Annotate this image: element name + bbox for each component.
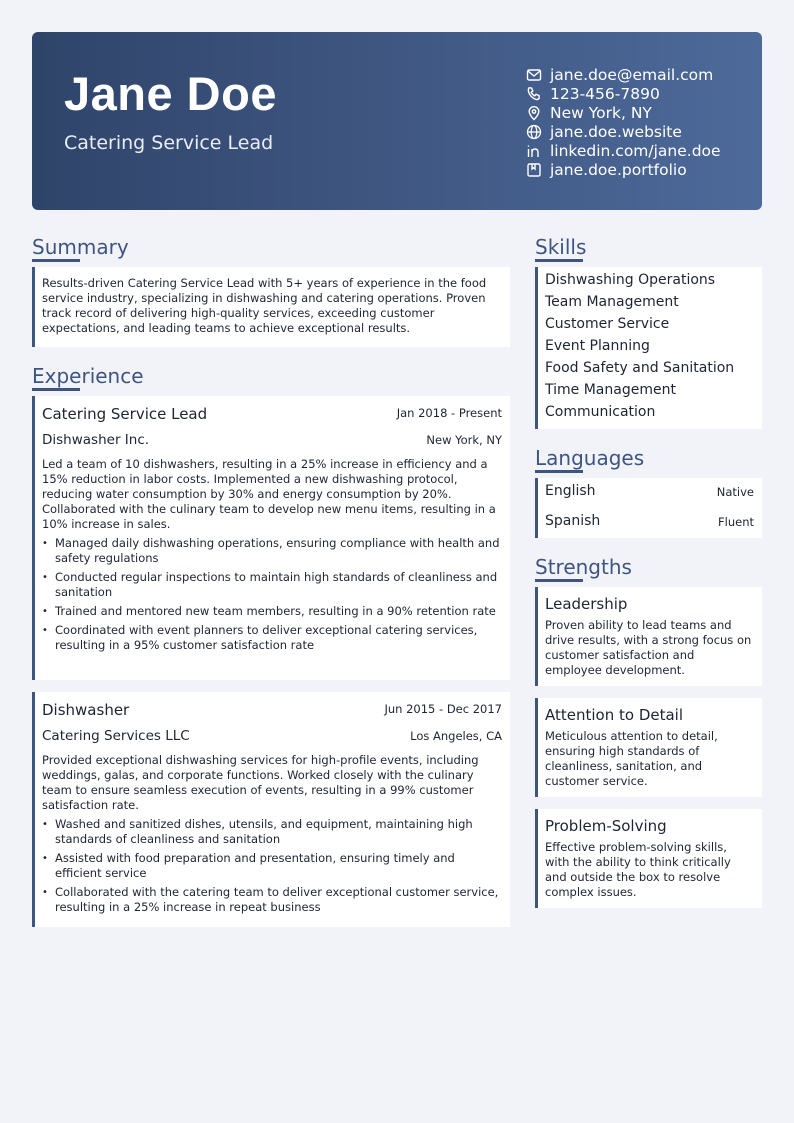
strength-description: Meticulous attention to detail, ensuring high standards of cleanliness, sanitation, and customer service.	[545, 729, 718, 788]
summary-card	[32, 267, 510, 347]
languages-underline	[535, 470, 583, 473]
strength-description: Effective problem-solving skills, with the ability to think critically and outside the box to resolve complex issues.	[545, 840, 731, 899]
skills-card	[535, 267, 762, 429]
job-card	[32, 396, 510, 680]
candidate-name: Jane Doe	[64, 67, 277, 120]
strength-title: Problem-Solving	[545, 817, 667, 835]
contact-website-text: jane.doe.website	[550, 122, 682, 141]
contact-portfolio-text: jane.doe.portfolio	[550, 160, 687, 179]
job-company: Catering Services LLC	[42, 728, 190, 744]
skill-item: Time Management	[545, 382, 676, 398]
job-bullet: • Collaborated with the catering team to deliver exceptional customer service, resulting in a 25% increase in repeat business	[42, 885, 502, 915]
summary-heading: Summary	[32, 235, 129, 259]
portfolio-icon	[526, 162, 542, 178]
language-name: English	[545, 483, 596, 499]
contact-location-text: New York, NY	[550, 103, 652, 122]
job-bullets	[42, 817, 502, 919]
job-location: New York, NY	[426, 433, 502, 447]
skills-underline	[535, 259, 583, 262]
location-icon	[526, 105, 542, 121]
skill-item: Food Safety and Sanitation	[545, 360, 735, 376]
experience-underline	[32, 388, 80, 391]
skill-item: Customer Service	[545, 316, 670, 332]
contact-list	[526, 65, 721, 179]
language-level: Fluent	[718, 515, 754, 529]
experience-heading: Experience	[32, 364, 144, 388]
job-description: Provided exceptional dishwashing services for high-profile events, including weddings, galas, and corporate functions. Worked closely with the culinary team to ensure seamless execution of events, resulting in a 99% customer satisfaction rate.	[42, 753, 479, 812]
contact-phone[interactable]	[526, 84, 721, 103]
phone-icon	[526, 86, 542, 102]
contact-portfolio[interactable]	[526, 160, 721, 179]
globe-icon	[526, 124, 542, 140]
language-row	[538, 508, 762, 538]
skill-item: Event Planning	[545, 338, 650, 354]
strength-card	[535, 698, 762, 797]
contact-location[interactable]	[526, 103, 721, 122]
job-bullet: • Conducted regular inspections to maintain high standards of cleanliness and sanitation	[42, 570, 502, 600]
skill-item: Communication	[545, 404, 656, 420]
job-bullet: • Managed daily dishwashing operations, ensuring compliance with health and safety regulations	[42, 536, 502, 566]
contact-email[interactable]	[526, 65, 721, 84]
strengths-underline	[535, 579, 583, 582]
job-bullet: • Trained and mentored new team members, resulting in a 90% retention rate	[42, 604, 502, 619]
summary-underline	[32, 259, 80, 262]
job-company: Dishwasher Inc.	[42, 432, 150, 448]
email-icon	[526, 67, 542, 83]
skill-item: Team Management	[545, 294, 679, 310]
job-title: Dishwasher	[42, 701, 130, 719]
job-description: Led a team of 10 dishwashers, resulting in a 25% increase in efficiency and a 15% reduction in labor costs. Implemented a new dishwashing protocol, reducing water consumption by 30% and energy consumption by 20%. Collaborated with the culinary team to develop new menu items, resulting in a 10% increase in sales.	[42, 457, 496, 531]
contact-phone-text: 123-456-7890	[550, 84, 660, 103]
language-name: Spanish	[545, 513, 601, 529]
contact-email-text: jane.doe@email.com	[550, 65, 714, 84]
strength-description: Proven ability to lead teams and drive results, with a strong focus on customer satisfaction and employee development.	[545, 618, 752, 677]
job-dates: Jun 2015 - Dec 2017	[384, 702, 502, 716]
summary-text: Results-driven Catering Service Lead with 5+ years of experience in the food service industry, specializing in dishwashing and catering operations. Proven track record of delivering high-quality services, exceeding customer expectations, and leading teams to achieve exceptional results.	[42, 276, 487, 335]
job-bullet: • Assisted with food preparation and presentation, ensuring timely and efficient service	[42, 851, 502, 881]
skill-item: Dishwashing Operations	[545, 272, 716, 288]
job-bullet: • Coordinated with event planners to deliver exceptional catering services, resulting in a 95% customer satisfaction rate	[42, 623, 502, 653]
resume-header	[32, 32, 762, 210]
linkedin-icon	[526, 143, 542, 159]
job-card	[32, 692, 510, 927]
strength-title: Leadership	[545, 595, 628, 613]
strength-title: Attention to Detail	[545, 706, 684, 724]
contact-linkedin-text: linkedin.com/jane.doe	[550, 141, 721, 160]
job-bullets	[42, 536, 502, 657]
job-title: Catering Service Lead	[42, 405, 208, 423]
skills-heading: Skills	[535, 235, 587, 259]
job-bullet: • Washed and sanitized dishes, utensils, and equipment, maintaining high standards of cleanliness and sanitation	[42, 817, 502, 847]
language-level: Native	[716, 485, 754, 499]
job-location: Los Angeles, CA	[410, 729, 502, 743]
contact-linkedin[interactable]	[526, 141, 721, 160]
strengths-heading: Strengths	[535, 555, 632, 579]
languages-card	[535, 478, 762, 538]
candidate-title: Catering Service Lead	[64, 132, 274, 154]
strength-card	[535, 809, 762, 908]
language-row	[538, 478, 762, 508]
strength-card	[535, 587, 762, 686]
job-dates: Jan 2018 - Present	[396, 406, 502, 420]
contact-website[interactable]	[526, 122, 721, 141]
languages-heading: Languages	[535, 446, 645, 470]
